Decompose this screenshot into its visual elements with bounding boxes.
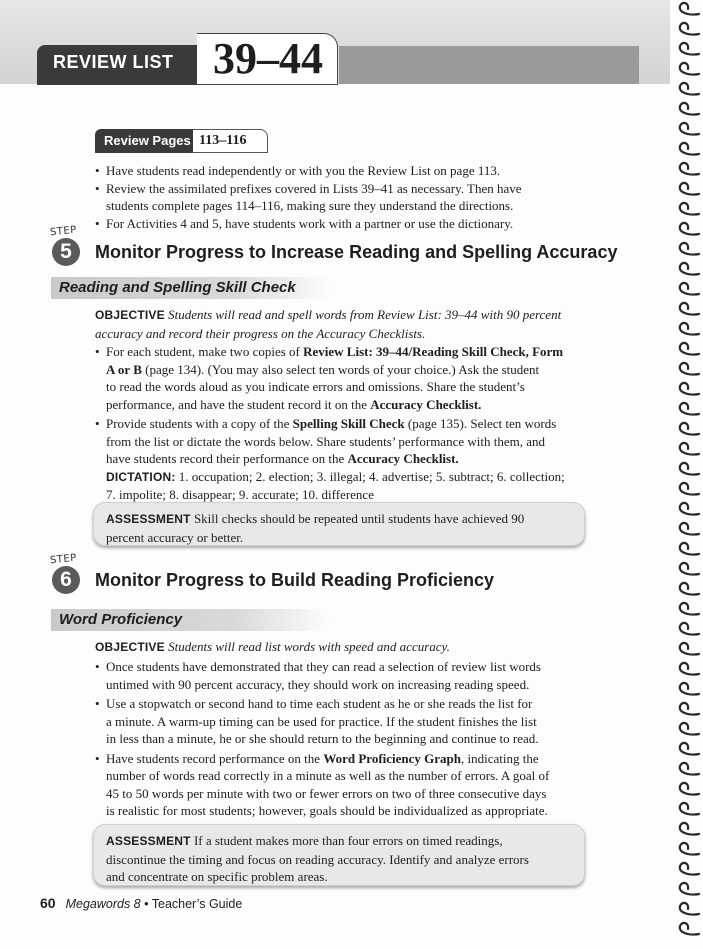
- spiral-coil: [680, 723, 699, 735]
- text: Accuracy Checklist.: [347, 451, 459, 466]
- book-title: Megawords 8: [65, 897, 141, 911]
- spiral-coil: [680, 203, 699, 215]
- spiral-coil: [680, 603, 699, 615]
- spiral-coil: [680, 323, 699, 335]
- spiral-coil: [680, 123, 699, 135]
- text: have students record their performance on the: [106, 451, 348, 466]
- objective-text: Students will read and spell words from Review List: 39–44 with 90 percent: [168, 307, 562, 322]
- assessment-text: [106, 832, 574, 886]
- text: For each student, make two copies of: [106, 344, 304, 359]
- review-list-label-box: [37, 45, 197, 85]
- text: Use a stopwatch or second hand to time each student as he or she reads the list for: [106, 696, 533, 711]
- spiral-coil: [680, 623, 699, 635]
- step-number: 6: [52, 566, 80, 594]
- list-item-text: Have students read independently or with you the Review List on page 113.: [106, 163, 501, 178]
- page-number: 60: [40, 895, 56, 911]
- spiral-coil: [680, 883, 699, 895]
- assessment-text: [106, 510, 574, 546]
- spiral-coil: [680, 783, 699, 795]
- list-item: [95, 215, 575, 233]
- spiral-coil: [680, 843, 699, 855]
- objective-label: OBJECTIVE: [95, 640, 165, 654]
- spiral-coil: [680, 763, 699, 775]
- step-title: Monitor Progress to Increase Reading and Spelling Accuracy: [95, 242, 618, 262]
- spiral-coil: [680, 443, 699, 455]
- spiral-coil: [680, 103, 699, 115]
- spiral-binding-icon: [672, 0, 703, 949]
- spiral-coil: [680, 403, 699, 415]
- text: a minute. A warm-up timing can be used for practice. If the student finishes the list: [106, 713, 537, 729]
- intro-bullet-list: [95, 162, 575, 232]
- spiral-coil: [680, 683, 699, 695]
- text: Have students record performance on the: [106, 750, 324, 766]
- spiral-coil: [680, 343, 699, 355]
- objective-label: OBJECTIVE: [95, 308, 165, 322]
- spiral-coil: [680, 863, 699, 875]
- step-number: 5: [52, 238, 80, 266]
- list-item-text: For Activities 4 and 5, have students work with a partner or use the dictionary.: [106, 215, 514, 231]
- spiral-coil: [680, 703, 699, 715]
- step-label: STEP: [49, 552, 78, 567]
- text: (page 134). (You may also select ten words of your choice.) Ask the student: [141, 361, 540, 377]
- review-list-title: [37, 33, 339, 85]
- objective-text: accuracy and record their progress on the Accuracy Checklists.: [95, 325, 426, 341]
- dictation-words: 1. occupation; 2. election; 3. illegal; 4. advertise; 5. subtract; 6. collection;: [175, 468, 565, 484]
- spiral-coil: [680, 303, 699, 315]
- review-list-number-box: [197, 33, 338, 85]
- spiral-coil: [680, 903, 699, 915]
- text: performance, and have the student record it on the: [106, 396, 371, 412]
- list-item: [95, 750, 595, 820]
- spiral-coil: [680, 923, 699, 935]
- text: Accuracy Checklist.: [370, 396, 482, 412]
- text: If a student makes more than four errors on timed readings,: [190, 833, 503, 848]
- assessment-box: [93, 502, 585, 546]
- text: percent accuracy or better.: [106, 529, 244, 545]
- text: Once students have demonstrated that they can read a selection of review list words: [106, 659, 541, 674]
- spiral-coil: [680, 663, 699, 675]
- spiral-coil: [680, 223, 699, 235]
- spiral-coil: [680, 163, 699, 175]
- spiral-coil: [680, 383, 699, 395]
- review-list-number: 39–44: [213, 34, 323, 83]
- review-pages-range: 113–116: [193, 129, 268, 153]
- objective: [95, 638, 575, 657]
- review-list-label: REVIEW LIST: [53, 52, 174, 72]
- list-item-text: students complete pages 114–116, making sure they understand the directions.: [106, 198, 514, 213]
- objective: [95, 306, 575, 342]
- text: Spelling Skill Check: [292, 416, 405, 431]
- section-heading: Word Proficiency: [51, 609, 331, 631]
- list-item: [95, 162, 575, 180]
- spiral-coil: [680, 363, 699, 375]
- text: 45 to 50 words per minute with two or fewer errors on two of three consecutive days: [106, 785, 547, 801]
- text: is realistic for most students; however, goals should be individualized as appropriate.: [106, 803, 548, 818]
- text: , indicating the: [461, 750, 539, 766]
- step-title: Monitor Progress to Build Reading Proficiency: [95, 570, 495, 590]
- header-band-accent: [339, 46, 639, 84]
- text: Skill checks should be repeated until students have achieved 90: [190, 511, 525, 526]
- text: A or B: [106, 361, 142, 377]
- review-pages-label: Review Pages: [95, 129, 193, 153]
- step-label: STEP: [49, 224, 78, 239]
- spiral-coil: [680, 503, 699, 515]
- list-item: [95, 695, 595, 748]
- list-item: [95, 415, 585, 504]
- step6-bullet-list: [95, 658, 595, 820]
- spiral-coil: [680, 743, 699, 755]
- spiral-coil: [680, 243, 699, 255]
- dictation-words: 7. impolite; 8. disappear; 9. accurate; 10. difference: [106, 487, 374, 502]
- spiral-coil: [680, 83, 699, 95]
- list-item: [95, 343, 585, 413]
- spiral-coil: [680, 263, 699, 275]
- assessment-label: ASSESSMENT: [106, 834, 191, 848]
- step5-bullet-list: [95, 343, 585, 504]
- text: number of words read correctly in a minute as well as the number of errors. A goal of: [106, 768, 550, 783]
- text: from the list or dictate the words below. Share students’ performance with them, and: [106, 433, 545, 449]
- dictation-label: DICTATION:: [106, 469, 176, 484]
- spiral-coil: [680, 143, 699, 155]
- section-heading: Reading and Spelling Skill Check: [51, 277, 331, 299]
- spiral-coil: [680, 283, 699, 295]
- list-item-text: Review the assimilated prefixes covered in Lists 39–41 as necessary. Then have: [106, 180, 522, 196]
- spiral-coil: [680, 583, 699, 595]
- spiral-coil: [680, 483, 699, 495]
- spiral-coil: [680, 183, 699, 195]
- spiral-coil: [680, 63, 699, 75]
- guide-title: Teacher’s Guide: [151, 897, 243, 911]
- spiral-coil: [680, 23, 699, 35]
- text: Word Proficiency Graph: [323, 750, 462, 766]
- list-item: [95, 180, 575, 215]
- spiral-coil: [680, 643, 699, 655]
- spiral-coil: [680, 3, 699, 15]
- text: and concentrate on specific problem areas.: [106, 869, 328, 884]
- text: in less than a minute, he or she should return to the beginning and continue to read.: [106, 731, 539, 746]
- spiral-coil: [680, 43, 699, 55]
- text: Provide students with a copy of the: [106, 416, 293, 431]
- text: discontinue the timing and focus on reading accuracy. Identify and analyze errors: [106, 851, 529, 867]
- spiral-coil: [680, 463, 699, 475]
- spiral-coil: [680, 803, 699, 815]
- spiral-coil: [680, 563, 699, 575]
- spiral-coil: [680, 523, 699, 535]
- page-footer: [40, 895, 242, 911]
- assessment-box: [93, 824, 585, 886]
- list-item: [95, 658, 595, 693]
- objective-text: Students will read list words with speed and accuracy.: [168, 639, 450, 654]
- assessment-label: ASSESSMENT: [106, 512, 191, 526]
- spiral-coil: [680, 423, 699, 435]
- spiral-coil: [680, 823, 699, 835]
- footer-separator: •: [144, 897, 149, 911]
- text: to read the words aloud as you indicate errors and omissions. Share the student’s: [106, 379, 525, 394]
- text: Review List: 39–44/Reading Skill Check, Form: [303, 344, 564, 359]
- text: (page 135). Select ten words: [404, 416, 557, 431]
- text: untimed with 90 percent accuracy, they should work on increasing reading speed.: [106, 676, 530, 692]
- spiral-coil: [680, 543, 699, 555]
